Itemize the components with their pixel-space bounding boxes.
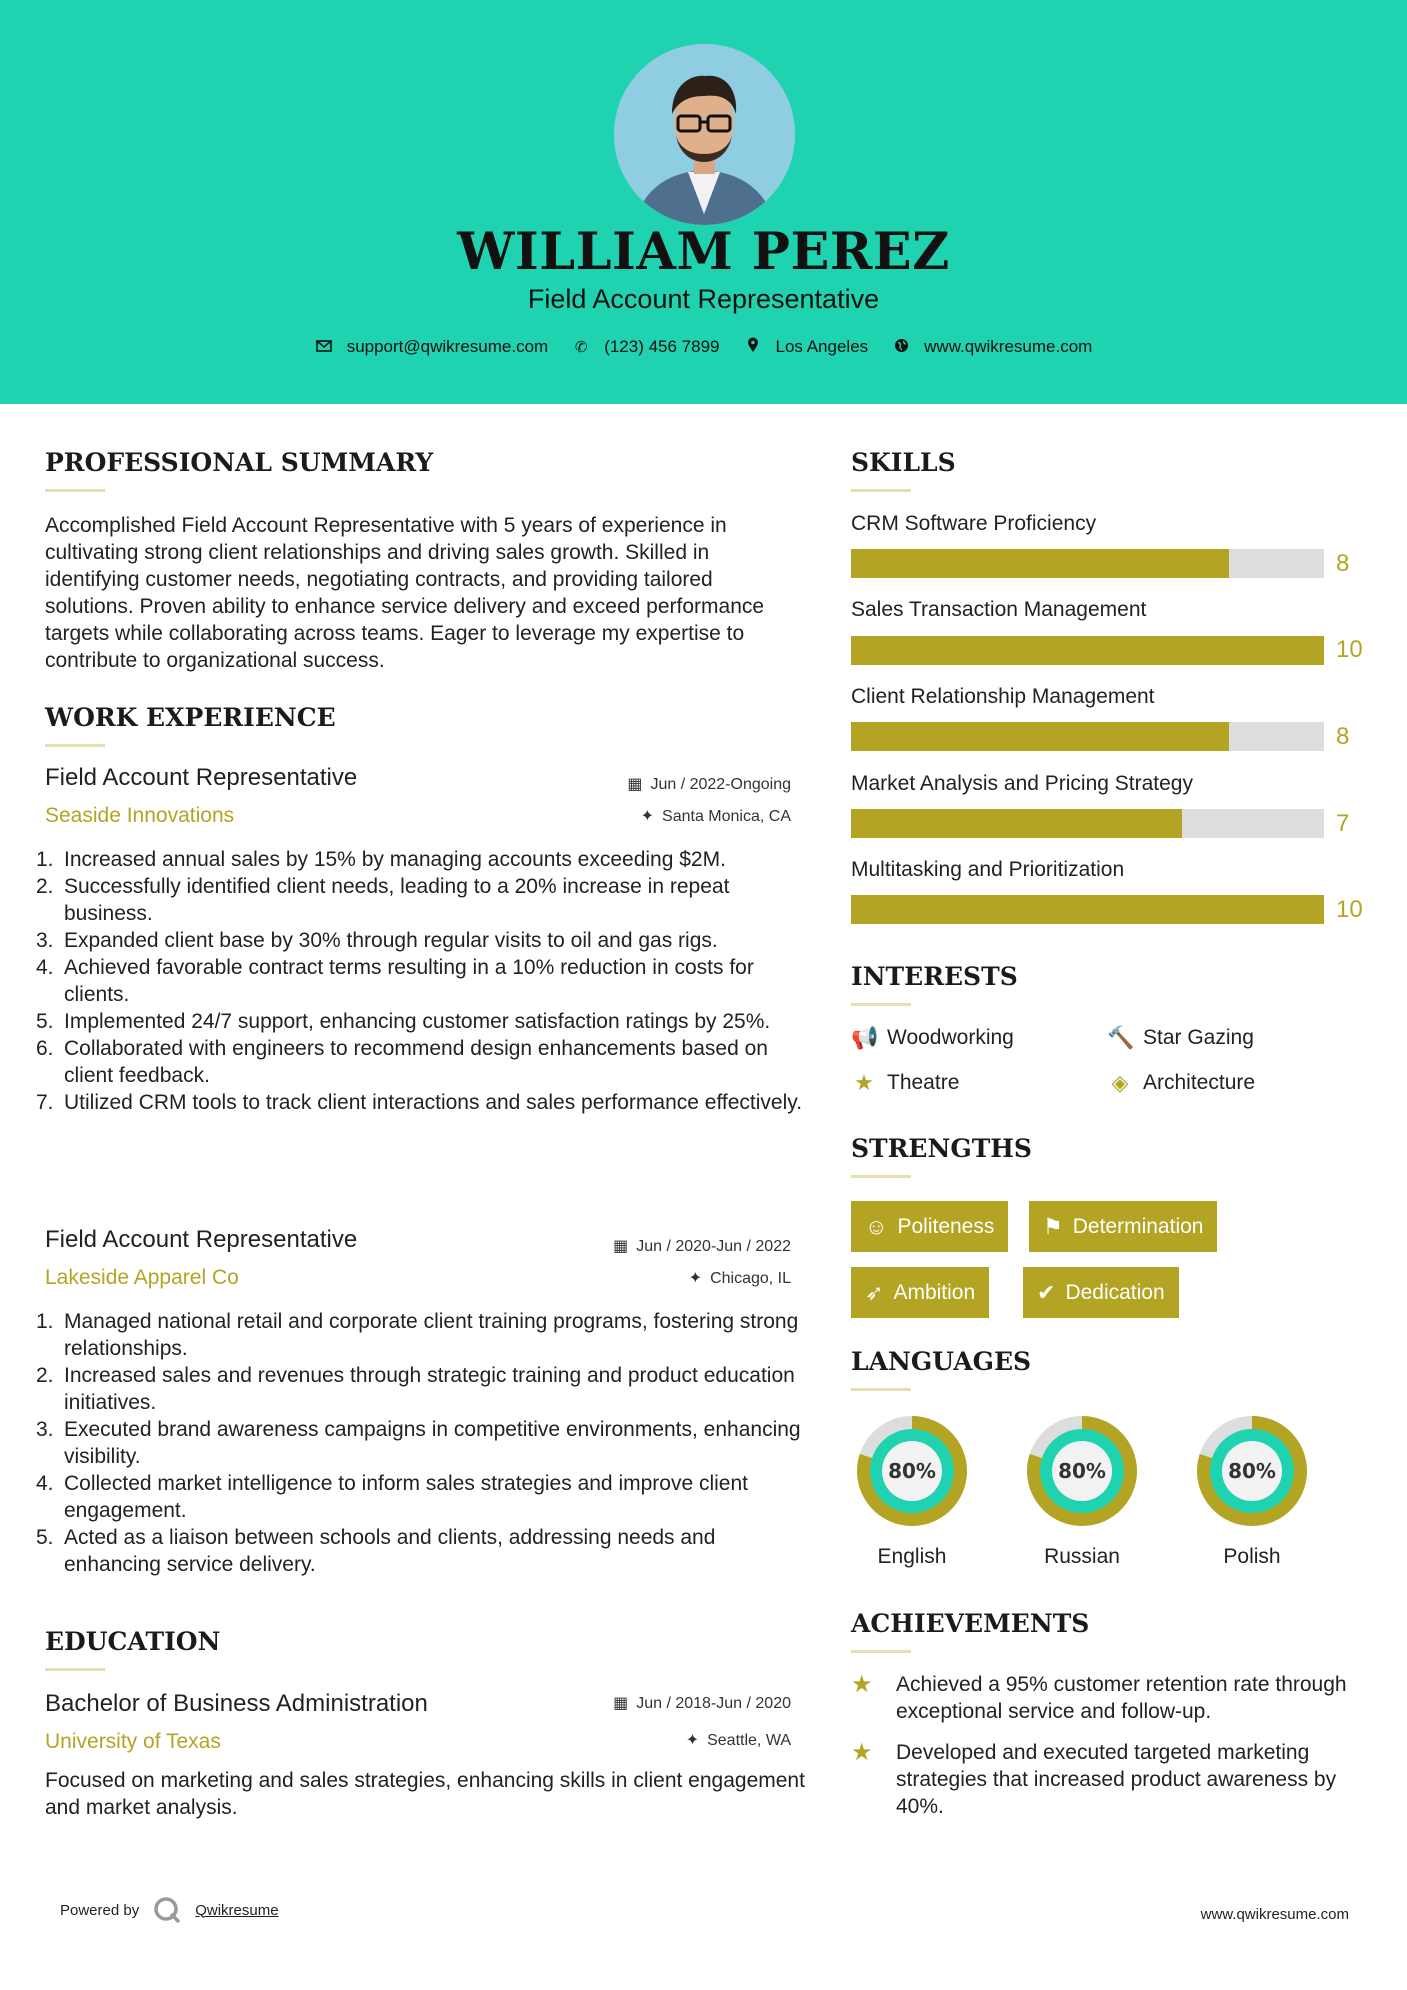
list-item: 3. Expanded client base by 30% through regular visits to oil and gas rigs.	[36, 929, 718, 952]
star-badge-icon: ★	[851, 1739, 873, 1766]
list-item: 2. Increased sales and revenues through strategic training and product education initiatives.	[36, 1364, 795, 1414]
pushpin-icon: ✦	[640, 808, 655, 825]
contact-bar	[0, 337, 1407, 357]
skill-label: Client Relationship Management	[851, 685, 1155, 708]
skill-bar	[851, 636, 1324, 665]
gauge-label: 80%	[1058, 1459, 1106, 1483]
strength-badge: ⚑ Determination	[1029, 1201, 1217, 1252]
candidate-role: Field Account Representative	[527, 284, 880, 314]
envelope-icon	[315, 339, 333, 356]
skill-bar-fill	[851, 549, 1229, 578]
achievements-divider	[851, 1650, 911, 1653]
strength-badge: ☺ Politeness	[851, 1201, 1008, 1252]
skill-value: 7	[1336, 810, 1350, 837]
list-item: 4. Collected market intelligence to inform sales strategies and improve client engagement.	[36, 1472, 748, 1522]
skills-heading: SKILLS	[851, 448, 956, 477]
skill-bar	[851, 895, 1324, 924]
job-title: Field Account Representative	[45, 764, 358, 791]
job-location: ✦ Chicago, IL	[688, 1270, 791, 1287]
qwikresume-logo-icon	[153, 1896, 181, 1924]
gauge-label: 80%	[888, 1459, 936, 1483]
summary-divider	[45, 489, 105, 492]
company-name: Seaside Innovations	[45, 804, 235, 827]
contact-website[interactable]: www.qwikresume.com	[892, 337, 1092, 357]
interest-item: 📢 Woodworking	[851, 1025, 1014, 1050]
candidate-name: WILLIAM PEREZ	[457, 222, 950, 282]
map-pin-icon	[744, 337, 762, 357]
star-icon: ★	[854, 1070, 874, 1095]
phone-icon: ✆	[574, 339, 588, 356]
strength-badge: ✔ Dedication	[1023, 1267, 1179, 1318]
pushpin-icon: ✦	[688, 1270, 703, 1287]
contact-phone[interactable]: ✆ (123) 456 7899	[572, 337, 719, 357]
skill-value: 10	[1336, 636, 1363, 663]
list-item: 6. Collaborated with engineers to recommend design enhancements based on client feedback.	[36, 1037, 768, 1087]
job-bullets	[36, 846, 806, 1116]
experience-divider	[45, 744, 105, 747]
list-item: 7. Utilized CRM tools to track client interactions and sales performance effectively.	[36, 1091, 803, 1114]
skill-bar-fill	[851, 895, 1324, 924]
skill-value: 8	[1336, 723, 1350, 750]
skill-value: 10	[1336, 896, 1363, 923]
education-date: ▦ Jun / 2018-Jun / 2020	[613, 1695, 791, 1712]
language-gauge	[1021, 1410, 1143, 1532]
check-circle-icon: ✔	[1037, 1279, 1056, 1305]
pushpin-icon: ✦	[685, 1732, 700, 1749]
strength-badge: ➶ Ambition	[851, 1267, 989, 1318]
list-item: 4. Achieved favorable contract terms resulting in a 10% reduction in costs for clients.	[36, 956, 754, 1006]
rocket-icon: ➶	[865, 1279, 884, 1305]
header	[0, 0, 1407, 404]
skill-bar	[851, 809, 1324, 838]
strengths-divider	[851, 1175, 911, 1178]
languages-divider	[851, 1388, 911, 1391]
skill-bar-fill	[851, 636, 1324, 665]
footer-url[interactable]: www.qwikresume.com	[1200, 1906, 1349, 1923]
gavel-icon: 🔨	[1107, 1025, 1135, 1050]
list-item: 5. Implemented 24/7 support, enhancing customer satisfaction ratings by 25%.	[36, 1010, 771, 1033]
list-item: 3. Executed brand awareness campaigns in competitive environments, enhancing visibility.	[36, 1418, 801, 1468]
language-name: Russian	[1044, 1545, 1120, 1568]
language-gauge	[1191, 1410, 1313, 1532]
contact-email[interactable]: support@qwikresume.com	[315, 337, 549, 357]
job-location: ✦ Santa Monica, CA	[640, 808, 791, 825]
education-location: ✦ Seattle, WA	[685, 1732, 791, 1749]
languages-heading: LANGUAGES	[851, 1347, 1032, 1376]
megaphone-icon: 📢	[851, 1025, 879, 1050]
interests-divider	[851, 1003, 911, 1006]
ticket-icon: ◈	[1111, 1070, 1129, 1095]
skill-bar-fill	[851, 722, 1229, 751]
education-description: Focused on marketing and sales strategies, enhancing skills in client engagement and market analysis.	[45, 1769, 805, 1819]
calendar-icon: ▦	[627, 776, 643, 793]
language-gauge	[851, 1410, 973, 1532]
achievement-item: ★ Achieved a 95% customer retention rate through exceptional service and follow-up.	[851, 1671, 1347, 1723]
list-item: 1. Increased annual sales by 15% by managing accounts exceeding $2M.	[36, 848, 726, 871]
summary-heading: PROFESSIONAL SUMMARY	[45, 448, 434, 477]
skill-label: CRM Software Proficiency	[851, 512, 1097, 535]
calendar-icon: ▦	[613, 1695, 629, 1712]
achievement-item: ★ Developed and executed targeted marketing strategies that increased product awareness by 40%.	[851, 1739, 1337, 1818]
experience-heading: WORK EXPERIENCE	[45, 703, 336, 732]
skill-bar-fill	[851, 809, 1182, 838]
skill-value: 8	[1336, 550, 1350, 577]
interest-item: 🔨 Star Gazing	[1107, 1025, 1254, 1050]
gauge-label: 80%	[1228, 1459, 1276, 1483]
smile-icon: ☺	[865, 1213, 888, 1239]
job-bullets	[36, 1308, 806, 1578]
skill-label: Multitasking and Prioritization	[851, 858, 1125, 881]
education-divider	[45, 1668, 105, 1671]
summary-text: Accomplished Field Account Representative with 5 years of experience in cultivating strong client relationships and driving sales growth. Skilled in identifying customer needs, negotiating contracts, and providing tailored solutions. Proven ability to enhance service delivery and exceed performance targets while collaborating across teams. Eager to leverage my expertise to contribute to organizational success.	[45, 514, 765, 672]
profile-photo	[614, 44, 795, 225]
flag-icon: ⚑	[1043, 1213, 1063, 1239]
language-name: English	[877, 1545, 947, 1568]
skill-label: Sales Transaction Management	[851, 598, 1147, 621]
strengths-heading: STRENGTHS	[851, 1134, 1032, 1163]
job-title: Field Account Representative	[45, 1226, 358, 1253]
interest-item: ◈ Architecture	[1107, 1070, 1255, 1096]
list-item: 5. Acted as a liaison between schools and clients, addressing needs and enhancing service delivery.	[36, 1526, 716, 1576]
powered-by: Powered by Qwikresume	[60, 1896, 279, 1924]
globe-icon	[892, 338, 910, 357]
achievements-heading: ACHIEVEMENTS	[851, 1609, 1090, 1638]
contact-location: Los Angeles	[744, 337, 869, 357]
calendar-icon: ▦	[613, 1238, 629, 1255]
interest-item: ★ Theatre	[851, 1070, 959, 1096]
school-name: University of Texas	[45, 1730, 221, 1753]
skills-divider	[851, 489, 911, 492]
job-date: ▦ Jun / 2022-Ongoing	[627, 776, 791, 793]
list-item: 2. Successfully identified client needs, leading to a 20% increase in repeat business.	[36, 875, 730, 925]
skill-label: Market Analysis and Pricing Strategy	[851, 772, 1193, 795]
star-badge-icon: ★	[851, 1671, 873, 1698]
brand-link[interactable]: Qwikresume	[195, 1901, 279, 1919]
degree-title: Bachelor of Business Administration	[45, 1690, 428, 1717]
skill-bar	[851, 549, 1324, 578]
list-item: 1. Managed national retail and corporate client training programs, fostering strong relationships.	[36, 1310, 799, 1360]
company-name: Lakeside Apparel Co	[45, 1266, 239, 1289]
education-heading: EDUCATION	[45, 1627, 221, 1656]
job-date: ▦ Jun / 2020-Jun / 2022	[613, 1238, 791, 1255]
language-name: Polish	[1223, 1545, 1281, 1568]
interests-heading: INTERESTS	[851, 962, 1018, 991]
skill-bar	[851, 722, 1324, 751]
